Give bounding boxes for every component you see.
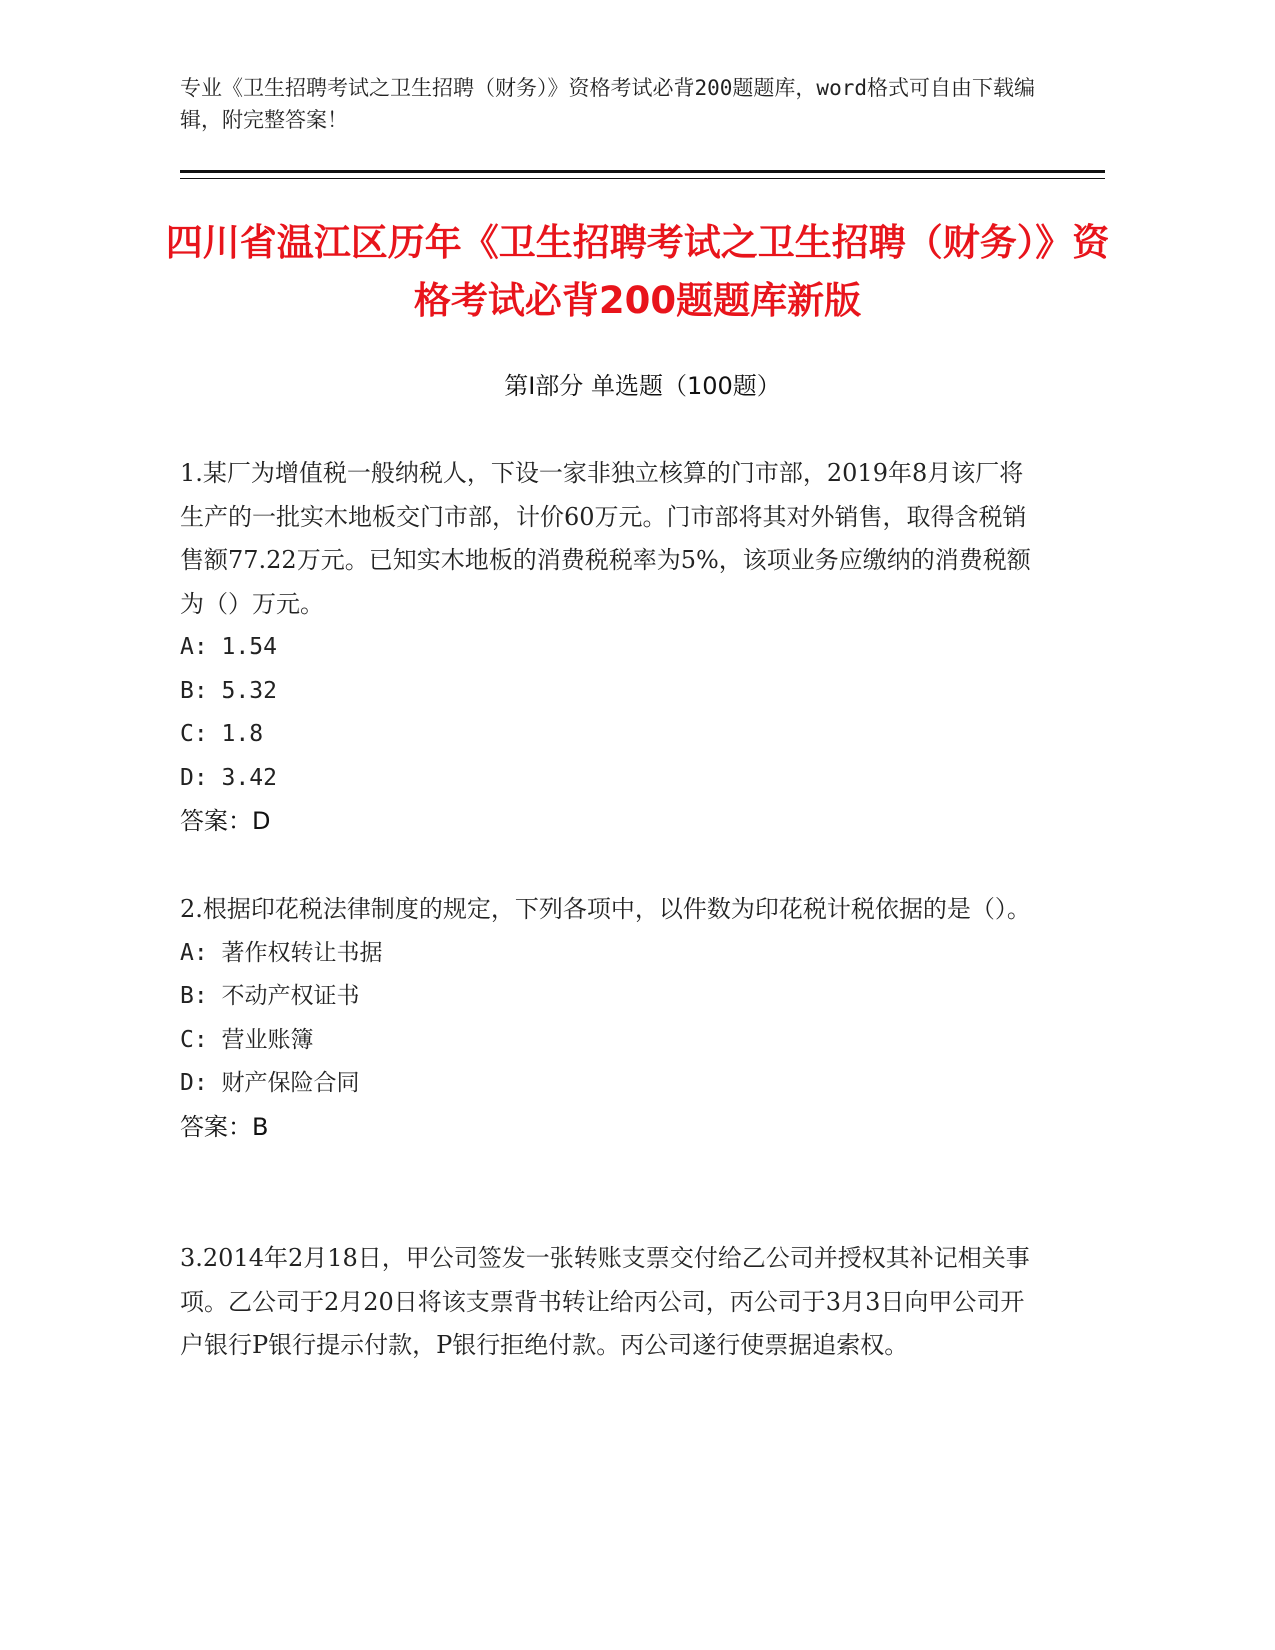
question-1 <box>180 452 1040 844</box>
question-2 <box>180 888 1040 1149</box>
option-b: B: 不动产权证书 <box>180 983 360 1009</box>
option-d: D: 3.42 <box>180 764 277 791</box>
question-text: 3.2014年2月18日，甲公司签发一张转账支票交付给乙公司并授权其补记相关事项。乙公司于2月20日将该支票背书转让给丙公司，丙公司于3月3日向甲公司开户银行P银行提示付款，P银行拒绝付款。丙公司遂行使票据追索权。 <box>180 1244 1030 1359</box>
question-text: 2.根据印花税法律制度的规定，下列各项中，以件数为印花税计税依据的是（）。 <box>180 895 1031 923</box>
header-note: 专业《卫生招聘考试之卫生招聘（财务）》资格考试必背200题题库，word格式可自由下载编辑，附完整答案！ <box>180 76 1035 132</box>
option-a: A: 1.54 <box>180 634 277 660</box>
question-text: 1.某厂为增值税一般纳税人，下设一家非独立核算的门市部，2019年8月该厂将生产的一批实木地板交门市部，计价60万元。门市部将其对外销售，取得含税销售额77.22万元。已知实木地板的消费税税率为5%，该项业务应缴纳的消费税额为（）万元。 <box>180 459 1031 618</box>
header-divider-thin <box>180 178 1105 179</box>
question-3 <box>180 1237 1040 1368</box>
option-a: A: 著作权转让书据 <box>180 939 383 966</box>
answer: 答案：D <box>180 807 271 835</box>
answer: 答案：B <box>180 1112 269 1141</box>
option-c: C: 1.8 <box>180 721 264 747</box>
option-b: B: 5.32 <box>180 677 277 704</box>
option-c: C: 营业账簿 <box>180 1026 314 1053</box>
option-d: D: 财产保险合同 <box>180 1070 360 1096</box>
header-divider-thick <box>180 170 1105 173</box>
document-title: 四川省温江区历年《卫生招聘考试之卫生招聘（财务）》资格考试必背200题题库新版 <box>165 221 1110 322</box>
section-heading: 第I部分 单选题（100题） <box>504 372 781 400</box>
